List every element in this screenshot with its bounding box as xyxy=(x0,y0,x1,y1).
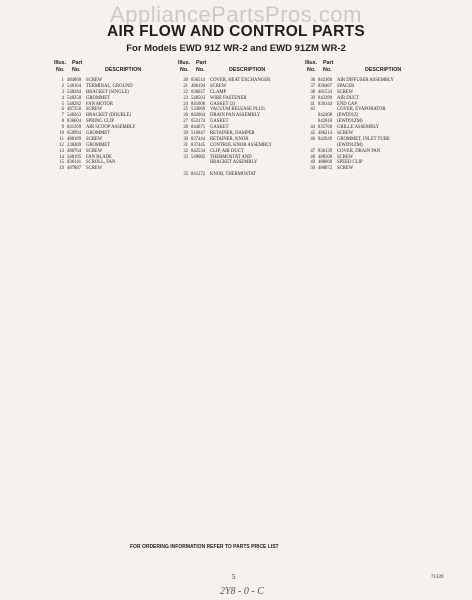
illus-number: 48 xyxy=(310,154,315,160)
illus-number: 22 xyxy=(183,89,188,95)
illus-number: 32 xyxy=(183,148,188,154)
illus-number: 46 xyxy=(310,136,315,142)
header-illus: Illus. xyxy=(305,60,318,66)
part-number: 836467 xyxy=(318,83,333,89)
part-number: 842610 xyxy=(318,119,333,125)
header-no: No. xyxy=(323,67,332,73)
header-no: No. xyxy=(56,67,65,73)
part-description: SCROLL, FAN xyxy=(86,160,116,166)
illus-number: 8 xyxy=(61,119,64,125)
page-title: AIR FLOW AND CONTROL PARTS xyxy=(106,23,366,40)
part-description: SPRING CLIP xyxy=(86,119,115,125)
part-description: GRILLE ASSEMBLY xyxy=(337,125,380,131)
part-number: 488500 xyxy=(318,154,333,160)
illus-number: 45 xyxy=(310,131,315,137)
illus-number: 26 xyxy=(183,113,188,119)
part-description: KNOB, THERMOSTAT xyxy=(210,172,257,178)
header-part: Part xyxy=(72,60,83,66)
part-description: GROMMET, INLET TUBE xyxy=(337,136,390,142)
illus-number: 2 xyxy=(61,83,64,89)
illus-number: 11 xyxy=(59,136,64,142)
part-description: GASKET (2) xyxy=(210,101,236,107)
part-number: 836604 xyxy=(67,119,82,125)
part-description: SCREW xyxy=(86,166,103,172)
part-description: AIR DIFFUSER ASSEMBLY xyxy=(337,78,394,83)
part-number: 548263 xyxy=(67,113,82,119)
part-number: 484860 xyxy=(67,78,82,83)
illus-number: 14 xyxy=(59,154,64,160)
part-description: (EWD91Z) xyxy=(337,113,359,119)
part-number: 488189 xyxy=(67,136,82,142)
header-no: No. xyxy=(72,67,81,73)
watermark: AppliancePartsPros.com xyxy=(110,2,362,27)
illus-number: 39 xyxy=(310,95,315,101)
header-description: DESCRIPTION xyxy=(365,67,402,73)
part-description: RETAINER, KNOB xyxy=(210,136,249,142)
part-number: 653174 xyxy=(191,119,206,125)
part-description: SCREW xyxy=(86,148,103,154)
part-description: WIRE FASTENER xyxy=(210,95,247,101)
illus-number: 23 xyxy=(183,95,188,101)
header-no: No. xyxy=(180,67,189,73)
part-number: 842534 xyxy=(191,148,206,154)
part-description: BRACKET (SINGLE) xyxy=(86,89,129,95)
illus-number: 38 xyxy=(310,89,315,95)
part-description: CLIP, AIR DUCT xyxy=(210,148,244,154)
part-number: 650994 xyxy=(67,131,82,137)
part-number: 481534 xyxy=(318,89,333,95)
illus-number: 35 xyxy=(183,172,188,178)
part-description: FAN BLADE xyxy=(86,154,112,160)
part-description: THERMOSTAT AND xyxy=(210,154,252,160)
part-description: SCREW xyxy=(337,131,354,137)
illus-number: 43 xyxy=(310,107,315,113)
part-number: 548284 xyxy=(67,89,82,95)
part-number: 841269 xyxy=(67,125,82,131)
part-number: 844671 xyxy=(191,125,206,131)
illus-number: 30 xyxy=(183,136,188,142)
part-description: COVER, EVAPORATOR xyxy=(337,107,386,113)
illus-number: 29 xyxy=(183,131,188,137)
illus-number: 25 xyxy=(183,107,188,113)
illus-number: 9 xyxy=(61,125,64,131)
illus-number: 20 xyxy=(183,78,188,83)
document-number: 71339 xyxy=(431,575,444,580)
part-description: GASKET xyxy=(210,119,229,125)
part-number: 486072 xyxy=(318,166,333,172)
part-number: 549682 xyxy=(191,154,206,160)
illus-number: 12 xyxy=(59,142,64,148)
part-number: 548258 xyxy=(67,95,82,101)
header-part: Part xyxy=(196,60,207,66)
illus-number: 31 xyxy=(183,142,188,148)
part-description: COVER, DRAIN PAN xyxy=(337,148,381,154)
part-number: 842399 xyxy=(318,95,333,101)
illus-number: 21 xyxy=(183,83,188,89)
part-description: GROMMET xyxy=(86,95,110,101)
header-description: DESCRIPTION xyxy=(229,67,266,73)
illus-number: 4 xyxy=(61,95,64,101)
header-illus: Illus. xyxy=(54,60,67,66)
part-number: 548195 xyxy=(67,154,82,160)
part-description: AIR SCOOP ASSEMBLY xyxy=(86,125,136,131)
part-description: RETAINER, DAMPER xyxy=(210,131,255,137)
illus-number: 49 xyxy=(310,160,315,166)
illus-number: 27 xyxy=(183,119,188,125)
part-description: SCREW xyxy=(86,107,103,113)
header-illus: Illus. xyxy=(178,60,191,66)
part-number: 238469 xyxy=(67,142,82,148)
part-number: 486214 xyxy=(318,131,333,137)
part-number: 837444 xyxy=(191,136,206,142)
illus-number: 37 xyxy=(310,83,315,89)
illus-number: 19 xyxy=(59,166,64,172)
part-number: 841272 xyxy=(191,172,206,178)
part-number: 548282 xyxy=(67,101,82,107)
part-number: 836514 xyxy=(191,78,206,83)
part-description: SCREW xyxy=(337,89,354,95)
illus-number: 7 xyxy=(61,113,64,119)
part-description: FAN MOTOR xyxy=(86,101,114,107)
header-no: No. xyxy=(196,67,205,73)
part-number: 835760 xyxy=(318,125,333,131)
part-number: 533069 xyxy=(191,107,206,113)
part-description: SCREW xyxy=(86,78,103,83)
part-description: VACUUM RELEASE PLUG xyxy=(210,107,266,113)
part-description: SCREW xyxy=(337,166,354,172)
illus-number: 36 xyxy=(310,78,315,83)
ordering-note: FOR ORDERING INFORMATION REFER TO PARTS PRICE LIST xyxy=(130,544,279,550)
illus-number: 1 xyxy=(61,78,64,83)
part-description: AIR DUCT xyxy=(337,95,360,101)
part-description: SPACER xyxy=(337,83,355,89)
header-part: Part xyxy=(323,60,334,66)
part-number: 546164 xyxy=(67,83,82,89)
part-number: 842360 xyxy=(318,78,333,83)
part-description: COVER, HEAT EXCHANGER xyxy=(210,78,271,83)
part-number: 486194 xyxy=(191,83,206,89)
header-description: DESCRIPTION xyxy=(105,67,142,73)
illus-number: 28 xyxy=(183,125,188,131)
illus-number: 6 xyxy=(61,107,64,113)
part-description: BRACKET (DOUBLE) xyxy=(86,113,132,119)
part-number: 516847 xyxy=(191,131,206,137)
illus-number: 5 xyxy=(61,101,64,107)
illus-number: 24 xyxy=(183,101,188,107)
part-description: SCREW xyxy=(86,136,103,142)
part-number: 836139 xyxy=(318,148,333,154)
part-number: 842649 xyxy=(318,136,333,142)
part-description: SCREW xyxy=(210,83,227,89)
part-description: SCREW xyxy=(337,154,354,160)
part-number: 837445 xyxy=(191,142,206,148)
part-description: GROMMET xyxy=(86,131,110,137)
illus-number: 13 xyxy=(59,148,64,154)
part-description: SPEED CLIP xyxy=(337,160,363,166)
part-number: 842604 xyxy=(191,113,206,119)
part-description: GROMMET xyxy=(86,142,110,148)
illus-number: 15 xyxy=(59,160,64,166)
part-number: 548503 xyxy=(191,95,206,101)
part-description: (EWD91ZM) xyxy=(337,142,363,148)
part-number: 487250 xyxy=(67,107,82,113)
page-subtitle: For Models EWD 91Z WR-2 and EWD 91ZM WR-2 xyxy=(126,43,346,54)
header-no: No. xyxy=(307,67,316,73)
illus-number: 10 xyxy=(59,131,64,137)
illus-number: 50 xyxy=(310,166,315,172)
part-number: 841606 xyxy=(191,101,206,107)
illus-number: 44 xyxy=(310,125,315,131)
part-description: BRACKET ASSEMBLY xyxy=(210,160,258,166)
handwritten-note: 2Y8 - 0 - C xyxy=(220,586,264,597)
part-description: (EWD91ZM) xyxy=(337,119,363,125)
page-number: 5 xyxy=(232,573,236,581)
illus-number: 3 xyxy=(61,89,64,95)
part-description: CONTROL KNOB ASSEMBLY xyxy=(210,142,272,148)
part-description: TERMINAL, GROUND xyxy=(86,83,133,89)
part-number: 487887 xyxy=(67,166,82,172)
part-description: GASKET xyxy=(210,125,229,131)
part-number: 836144 xyxy=(318,101,333,107)
illus-number: 41 xyxy=(310,101,315,107)
part-description: DRAIN PAN ASSEMBLY xyxy=(210,113,261,119)
part-number: 836037 xyxy=(191,89,206,95)
illus-number: 33 xyxy=(183,154,188,160)
illus-number: 47 xyxy=(310,148,315,154)
part-description: END CAP xyxy=(337,101,357,107)
part-number: 842408 xyxy=(318,113,333,119)
part-number: 488660 xyxy=(318,160,333,166)
part-number: 836141 xyxy=(67,160,82,166)
part-number: 488764 xyxy=(67,148,82,154)
part-description: CLAMP xyxy=(210,89,227,95)
